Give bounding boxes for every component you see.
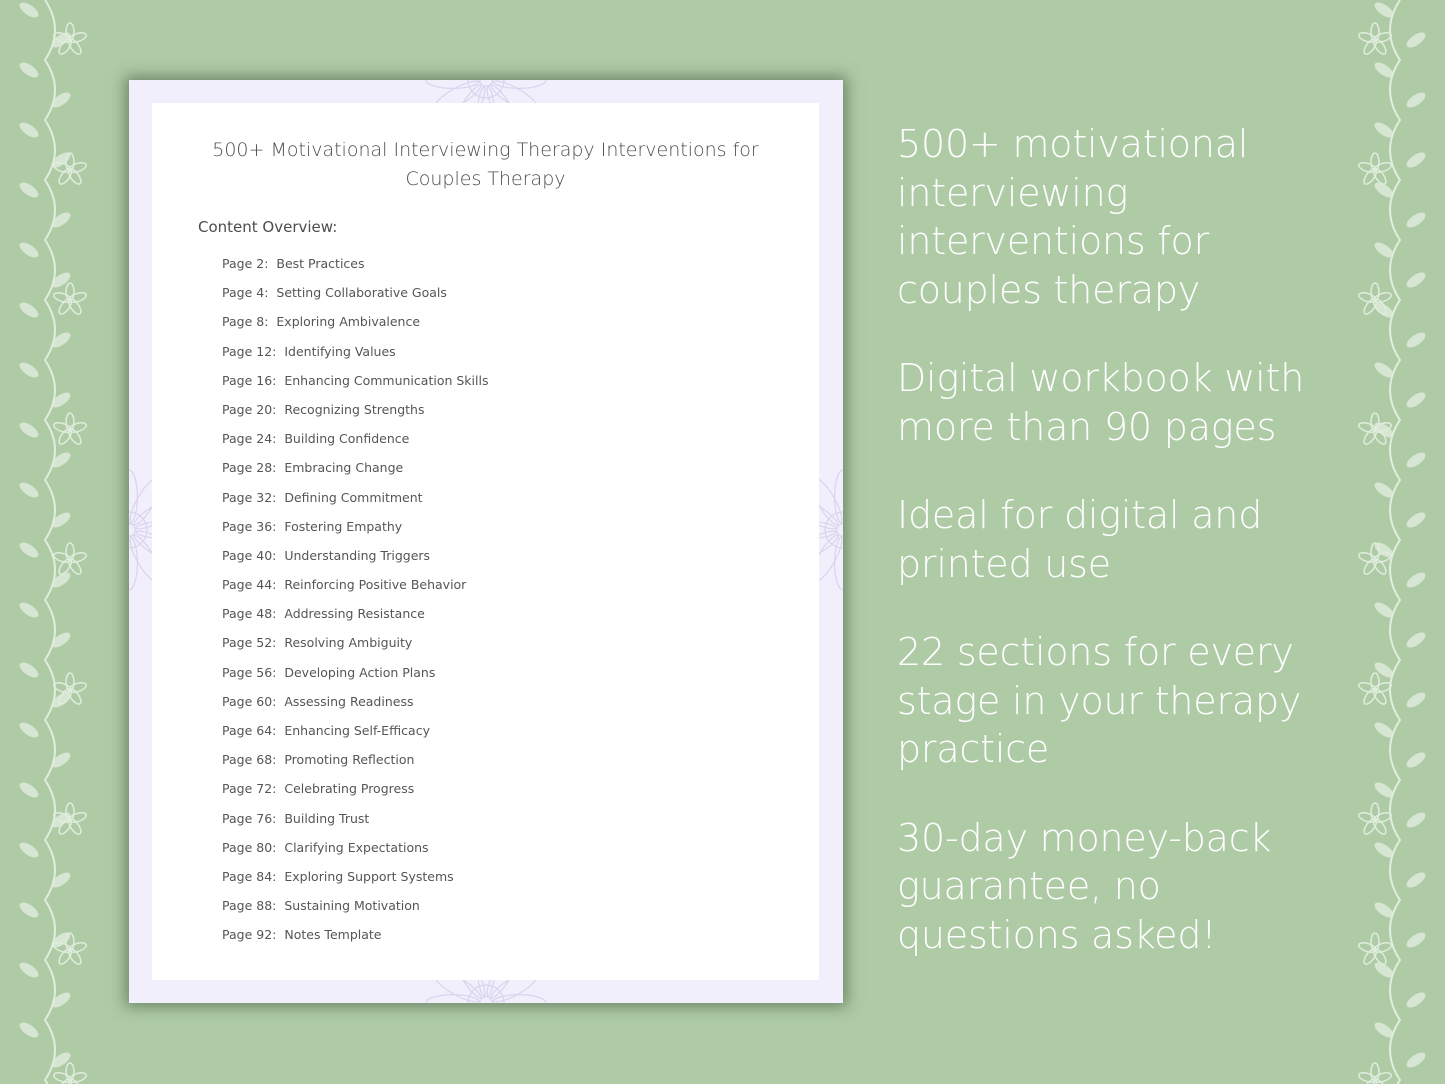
toc-page-number: Page 44: (222, 577, 277, 593)
feature-item (897, 354, 1417, 451)
floral-vine-left-icon (0, 0, 90, 1084)
toc-section-title: Celebrating Progress (284, 781, 415, 797)
feature-text-line: 22 sections for every (897, 630, 1294, 674)
toc-item (222, 866, 488, 895)
feature-item (897, 814, 1417, 960)
feature-text-line: Ideal for digital and (897, 493, 1263, 537)
feature-list (897, 120, 1417, 999)
toc-section-title: Building Trust (284, 810, 370, 826)
feature-text-line: stage in your therapy (897, 678, 1302, 723)
toc-item (222, 282, 488, 311)
workbook-page-preview (129, 80, 843, 1003)
toc-page-number: Page 24: (222, 431, 277, 447)
toc-page-number: Page 48: (222, 606, 277, 622)
toc-page-number: Page 60: (222, 693, 277, 709)
toc-page-number: Page 28: (222, 460, 277, 476)
toc-item (222, 778, 488, 807)
toc-page-number: Page 76: (222, 810, 277, 826)
mandala-bottom-icon (381, 979, 591, 1003)
toc-item (222, 545, 488, 574)
table-of-contents (222, 253, 488, 954)
toc-item (222, 837, 488, 866)
toc-item (222, 749, 488, 778)
toc-item (222, 603, 488, 632)
toc-item (222, 370, 488, 399)
document-title (182, 136, 789, 194)
feature-item (897, 491, 1417, 588)
toc-item (222, 632, 488, 661)
document-title-line: 500+ Motivational Interviewing Therapy Interventions for (212, 139, 759, 161)
toc-page-number: Page 2: (222, 256, 269, 271)
toc-page-number: Page 12: (222, 343, 277, 359)
toc-section-title: Reinforcing Positive Behavior (284, 577, 467, 593)
toc-section-title: Defining Commitment (284, 489, 423, 505)
toc-section-title: Enhancing Self-Efficacy (284, 723, 430, 738)
toc-item (222, 311, 488, 340)
toc-section-title: Exploring Ambivalence (276, 314, 421, 330)
mandala-left-icon (129, 450, 153, 610)
feature-text-line: interventions for (897, 219, 1210, 263)
toc-section-title: Addressing Resistance (284, 606, 425, 622)
toc-page-number: Page 72: (222, 781, 277, 797)
toc-item (222, 691, 488, 720)
feature-text-line: 500+ motivational (897, 122, 1249, 166)
toc-section-title: Notes Template (284, 927, 382, 943)
toc-page-number: Page 20: (222, 401, 277, 417)
feature-text-line: more than 90 pages (897, 404, 1277, 449)
toc-item (222, 662, 488, 691)
toc-item (222, 720, 488, 749)
toc-item (222, 399, 488, 428)
feature-text-line: guarantee, no (897, 864, 1161, 908)
toc-page-number: Page 32: (222, 489, 277, 505)
content-overview-heading: Content Overview: (198, 218, 338, 236)
toc-section-title: Embracing Change (284, 460, 404, 476)
toc-page-number: Page 52: (222, 635, 277, 651)
toc-page-number: Page 80: (222, 839, 277, 855)
toc-page-number: Page 92: (222, 927, 277, 943)
toc-page-number: Page 40: (222, 547, 277, 563)
toc-item (222, 895, 488, 924)
toc-section-title: Identifying Values (284, 343, 396, 359)
feature-item (897, 628, 1417, 774)
toc-section-title: Best Practices (276, 256, 365, 271)
toc-page-number: Page 8: (222, 314, 269, 330)
feature-text-line: practice (897, 727, 1050, 771)
toc-item (222, 574, 488, 603)
toc-page-number: Page 16: (222, 372, 277, 388)
toc-section-title: Recognizing Strengths (284, 401, 425, 417)
toc-item (222, 428, 488, 457)
feature-text-line: couples therapy (897, 267, 1201, 312)
toc-page-number: Page 68: (222, 752, 277, 768)
mandala-top-icon (381, 80, 591, 104)
toc-page-number: Page 88: (222, 898, 277, 914)
toc-page-number: Page 4: (222, 285, 269, 301)
toc-item (222, 516, 488, 545)
toc-page-number: Page 84: (222, 868, 277, 884)
toc-item (222, 457, 488, 486)
toc-section-title: Assessing Readiness (284, 693, 414, 709)
toc-section-title: Developing Action Plans (284, 664, 436, 680)
toc-section-title: Resolving Ambiguity (284, 635, 413, 651)
toc-section-title: Sustaining Motivation (284, 898, 420, 914)
feature-text-line: 30-day money-back (897, 815, 1272, 860)
feature-text-line: questions asked! (897, 912, 1217, 957)
toc-item (222, 487, 488, 516)
toc-section-title: Enhancing Communication Skills (284, 372, 489, 388)
toc-item (222, 924, 488, 953)
feature-text-line: Digital workbook with (897, 356, 1305, 400)
feature-text-line: interviewing (897, 170, 1129, 215)
feature-text-line: printed use (897, 541, 1111, 586)
toc-page-number: Page 36: (222, 518, 277, 534)
toc-item (222, 808, 488, 837)
mandala-right-icon (819, 450, 843, 610)
document-title-line: Couples Therapy (405, 168, 566, 190)
toc-section-title: Setting Collaborative Goals (276, 285, 447, 301)
toc-section-title: Understanding Triggers (284, 547, 431, 563)
toc-page-number: Page 64: (222, 723, 277, 738)
toc-section-title: Fostering Empathy (284, 518, 403, 534)
toc-section-title: Exploring Support Systems (284, 868, 454, 884)
toc-section-title: Promoting Reflection (284, 752, 415, 768)
toc-item (222, 253, 488, 282)
page-content (152, 103, 819, 980)
toc-page-number: Page 56: (222, 664, 277, 680)
toc-item (222, 341, 488, 370)
toc-section-title: Clarifying Expectations (284, 839, 429, 855)
toc-section-title: Building Confidence (284, 431, 410, 447)
feature-item (897, 120, 1417, 314)
